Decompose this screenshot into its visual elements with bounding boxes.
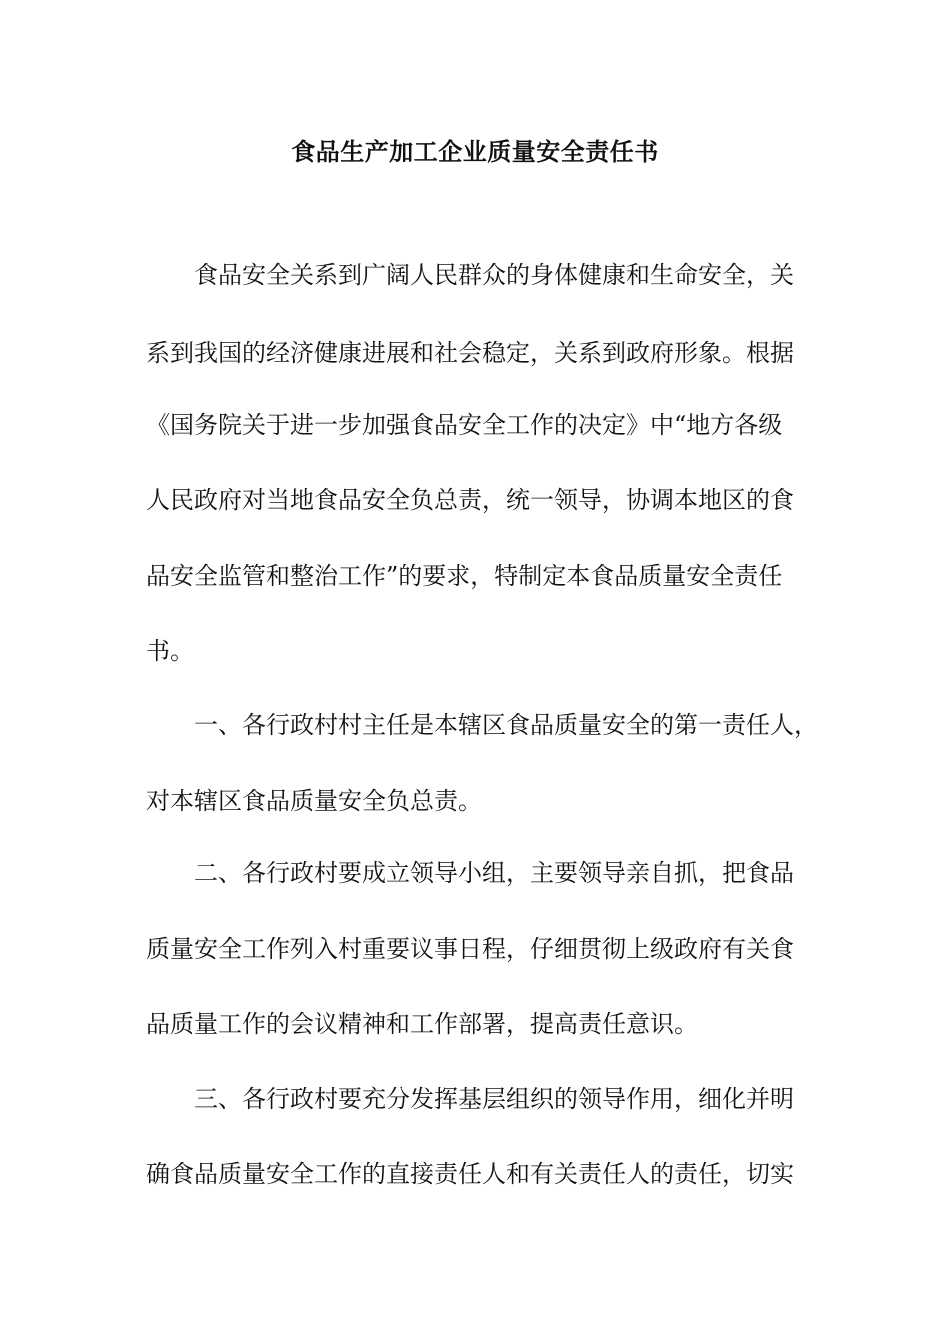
document-title: 食品生产加工企业质量安全责任书 [291,137,659,166]
paragraph-4-line-2: 确食品质量安全工作的直接责任人和有关责任人的责任，切实 [146,1160,794,1188]
paragraph-2-line-2: 对本辖区食品质量安全负总责。 [146,787,482,815]
paragraph-4-line-1: 三、各行政村要充分发挥基层组织的领导作用，细化并明 [194,1085,794,1113]
paragraph-1-line-5: 品安全监管和整治工作”的要求，特制定本食品质量安全责任 [146,562,783,590]
paragraph-1-line-2: 系到我国的经济健康进展和社会稳定，关系到政府形象。根据 [146,339,794,367]
paragraph-2-line-1: 一、各行政村村主任是本辖区食品质量安全的第一责任人， [194,711,818,739]
paragraph-1-line-3: 《国务院关于进一步加强食品安全工作的决定》中“地方各级 [146,411,783,439]
paragraph-1-line-1: 食品安全关系到广阔人民群众的身体健康和生命安全，关 [194,261,794,289]
paragraph-1-line-6: 书。 [146,637,194,665]
paragraph-3-line-1: 二、各行政村要成立领导小组，主要领导亲自抓，把食品 [194,859,794,887]
paragraph-3-line-3: 品质量工作的会议精神和工作部署，提高责任意识。 [146,1010,698,1038]
paragraph-3-line-2: 质量安全工作列入村重要议事日程，仔细贯彻上级政府有关食 [146,935,794,963]
paragraph-1-line-4: 人民政府对当地食品安全负总责，统一领导，协调本地区的食 [146,486,794,514]
